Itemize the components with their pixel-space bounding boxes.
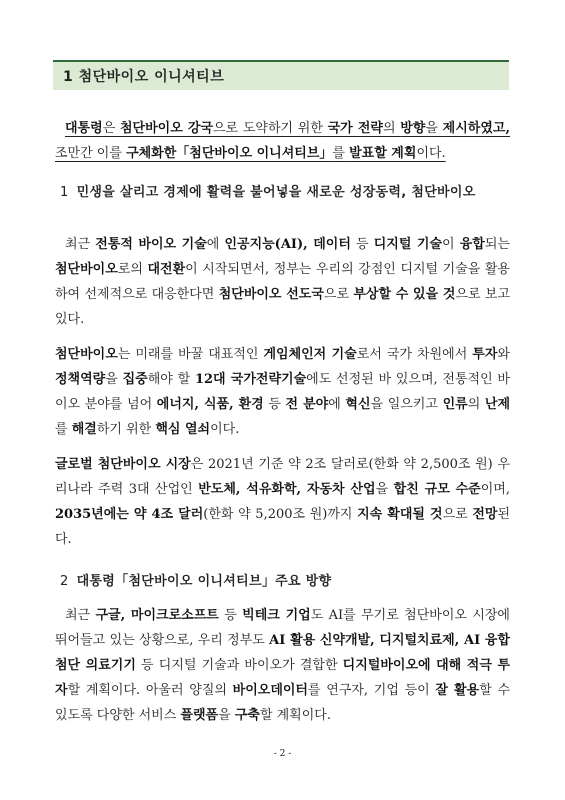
paragraph-1 xyxy=(55,232,510,332)
text-run: 등 xyxy=(263,397,286,412)
text-run: 은 2021년 기준 약 2조 달러로(한화 약 2,500조 원) 우리나라 주력 3대 산업인 xyxy=(55,457,510,497)
text-run: 하기 위한 xyxy=(96,422,156,437)
bold-text-run: 인공지능(AI), 데이터 xyxy=(224,237,351,252)
bold-text-run: 빅테크 기업 xyxy=(242,608,311,623)
bold-text-run: 핵심 열쇠 xyxy=(155,422,211,437)
bold-text-run: 전망 xyxy=(472,507,498,522)
text-run: 에 xyxy=(328,397,346,412)
text-run: 이 시작되면서, 정부는 우리의 강점인 디지털 기술을 활용하여 선제적으로 대응한다면 xyxy=(55,262,510,302)
text-run: 되는 xyxy=(484,237,510,252)
text-run: 와 xyxy=(497,347,510,362)
bold-text-run: 첨단바이오 선도국 xyxy=(218,287,324,302)
text-run: 이다. xyxy=(210,422,240,437)
bold-text-run: 디지털 기술 xyxy=(373,237,443,252)
text-run: 의 xyxy=(467,397,485,412)
bold-text-run: 에너지, 식품, 환경 xyxy=(156,397,264,412)
section-title: 1 첨단바이오 이니셔티브 xyxy=(63,69,225,85)
bold-text-run: 발표할 계획 xyxy=(349,146,417,161)
bold-text-run: 해결 xyxy=(71,422,97,437)
bold-text-run: 난제 xyxy=(484,397,511,412)
text-run: 최근 xyxy=(65,237,96,252)
text-run: 된다. xyxy=(55,507,511,547)
bold-text-run: 게임체인저 기술 xyxy=(263,347,357,362)
bold-text-run: 구축 xyxy=(234,708,260,723)
text-run: 등 디지털 기술과 바이오가 결합한 xyxy=(135,658,343,673)
text-run: 을 xyxy=(218,708,235,723)
text-run: 의 xyxy=(382,121,401,136)
bold-text-run: 플랫폼 xyxy=(180,708,219,723)
bold-text-run: 잘 활용 xyxy=(435,683,480,698)
text-run: 해야 할 xyxy=(147,372,195,387)
bold-text-run: 첨단바이오 xyxy=(55,262,118,277)
bold-text-run: 12대 국가전략기술 xyxy=(194,372,307,387)
subheading-2-number: 2 xyxy=(60,574,69,589)
bold-text-run: 첨단바이오 강국 xyxy=(119,121,213,136)
bold-text-run: 투자 xyxy=(472,347,498,362)
text-run: 최근 xyxy=(65,608,96,623)
text-run: (한화 약 5,200조 원)까지 xyxy=(203,507,358,522)
paragraph-3 xyxy=(55,452,510,552)
bold-text-run: 합친 규모 수준 xyxy=(393,482,481,497)
text-run: 으로 도약하기 위한 xyxy=(213,121,328,136)
text-run: 을 일으키고 xyxy=(370,397,443,412)
text-run: 로의 xyxy=(117,262,148,277)
text-run: 할 수 있도록 다양한 서비스 xyxy=(55,683,511,723)
text-run: 이다. xyxy=(416,146,446,161)
page-number: - 2 - xyxy=(273,749,292,759)
bold-text-run: 대전환 xyxy=(147,262,186,277)
text-run: 으로 보고 있다. xyxy=(55,287,511,327)
bold-text-run: 디지털바이오에 대해 적극 투자 xyxy=(55,658,511,698)
subheading-1-text: 민생을 살리고 경제에 활력을 불어넣을 새로운 성장동력, 첨단바이오 xyxy=(76,185,476,200)
text-run: 으로 xyxy=(442,507,473,522)
bold-text-run: 국가 전략 xyxy=(327,121,383,136)
bold-text-run: AI 활용 신약개발, 디지털치료제, AI 융합 첨단 의료기기 xyxy=(55,633,510,673)
bold-text-run: 전통적 바이오 기술 xyxy=(95,237,207,252)
bold-text-run: 글로벌 첨단바이오 시장 xyxy=(55,457,191,472)
subheading-1-number: 1 xyxy=(60,185,69,200)
bold-text-run: 제시하였고, xyxy=(442,121,510,136)
text-run: 을 xyxy=(375,482,394,497)
text-run: 을 xyxy=(105,372,123,387)
text-run: 로서 국가 차원에서 xyxy=(356,347,473,362)
bold-text-run: 인류 xyxy=(442,397,468,412)
bold-text-run: 정책역량 xyxy=(55,372,106,387)
text-run: 할 계획이다. 아울러 양질의 xyxy=(67,683,233,698)
bold-text-run: 지속 확대될 것 xyxy=(357,507,443,522)
text-run: 를 연구자, 기업 등이 xyxy=(308,683,436,698)
bold-text-run: 전 분야 xyxy=(285,397,329,412)
text-run: 를 xyxy=(55,422,72,437)
text-run: 등 xyxy=(218,608,243,623)
text-run: 를 xyxy=(332,146,350,161)
paragraph-2 xyxy=(55,342,510,442)
text-run: 에도 선정된 바 있으며, 전통적인 바이오 분야를 넘어 xyxy=(55,372,510,412)
bold-text-run: 집중 xyxy=(122,372,148,387)
text-run: 는 미래를 바꿀 대표적인 xyxy=(117,347,264,362)
text-run: 할 계획이다. xyxy=(259,708,331,723)
bold-text-run: 융합 xyxy=(459,237,485,252)
text-run: 이며, xyxy=(480,482,510,497)
section-heading xyxy=(53,60,509,90)
text-run: 조만간 이를 xyxy=(55,146,127,161)
text-run: 은 xyxy=(102,121,120,136)
text-run: 도 AI를 무기로 첨단바이오 시장에 뛰어들고 있는 상황으로, 우리 정부도 xyxy=(55,608,510,648)
text-run: 이 xyxy=(442,237,460,252)
bold-text-run: 2035년에는 약 4조 달러 xyxy=(55,507,204,522)
bold-text-run: 반도체, 석유화학, 자동차 산업 xyxy=(198,482,376,497)
bold-text-run: 방향 xyxy=(400,121,426,136)
subheading-1 xyxy=(60,181,476,200)
text-run: 으로 xyxy=(323,287,354,302)
subheading-2 xyxy=(60,570,331,589)
text-run: 에 xyxy=(206,237,225,252)
intro-paragraph xyxy=(55,116,510,166)
subheading-2-text: 대통령「첨단바이오 이니셔티브」주요 방향 xyxy=(76,574,332,589)
bold-text-run: 첨단바이오 xyxy=(55,347,118,362)
bold-text-run: 부상할 수 있을 것 xyxy=(353,287,456,302)
paragraph-4 xyxy=(55,603,510,728)
text-run: 등 xyxy=(350,237,374,252)
bold-text-run: 혁신 xyxy=(345,397,371,412)
bold-text-run: 대통령 xyxy=(65,121,103,136)
bold-text-run: 구체화한「첨단바이오 이니셔티브」 xyxy=(126,146,333,161)
bold-text-run: 구글, 마이크로소프트 xyxy=(95,608,219,623)
bold-text-run: 바이오데이터 xyxy=(232,683,308,698)
text-run: 을 xyxy=(425,121,443,136)
